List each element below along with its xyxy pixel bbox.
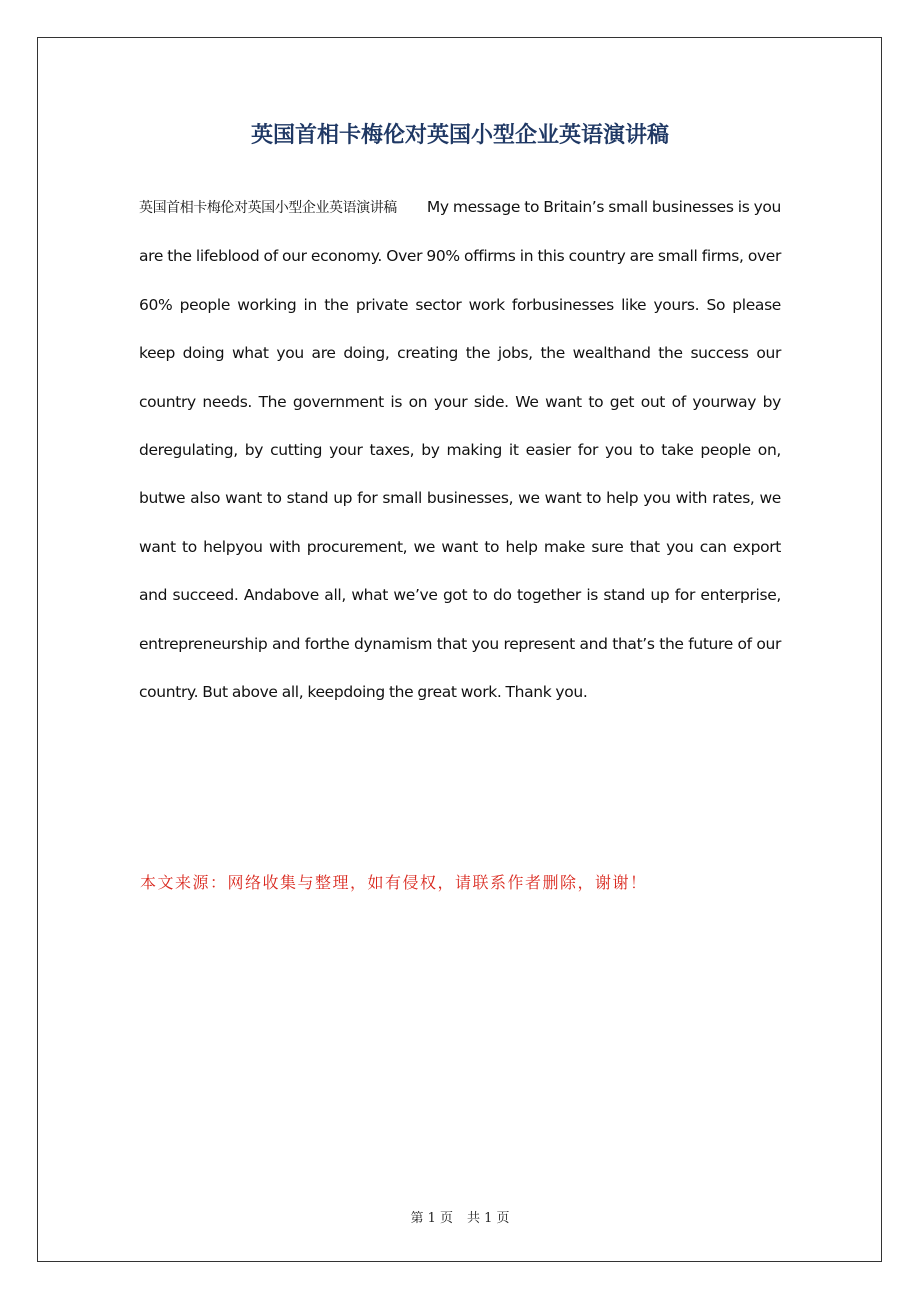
speech-body-paragraph <box>139 183 781 716</box>
page-number-total: 共 1 页 <box>467 1211 510 1226</box>
page-number-current: 第 1 页 <box>410 1211 453 1226</box>
document-title: 英国首相卡梅伦对英国小型企业英语演讲稿 <box>250 123 669 148</box>
source-note: 本文来源：网络收集与整理，如有侵权，请联系作者删除，谢谢！ <box>140 873 648 892</box>
body-lead-title: 英国首相卡梅伦对英国小型企业英语演讲稿 <box>139 200 397 216</box>
page-footer <box>0 1207 920 1226</box>
speech-text: My message to Britain’s small businesses is you are the lifeblood of our economy. Over 90% offirms in this country are small firms, over 60% people working in the private sector work forbusinesses like yours. So please keep doing what you are doing, creating the jobs, the wealthand the success our country needs. The government is on your side. We want to get out of yourway by deregulating, by cutting your taxes, by making it easier for you to take people on, butwe also want to stand up for small businesses, we want to help you with rates, we want to helpyou with procurement, we want to help make sure that you can export and succeed. Andabove all, what we’ve got to do together is stand up for enterprise, entrepreneurship and forthe dynamism that you represent and that’s the future of our country. But above all, keepdoing the great work. Thank you. <box>139 198 781 702</box>
